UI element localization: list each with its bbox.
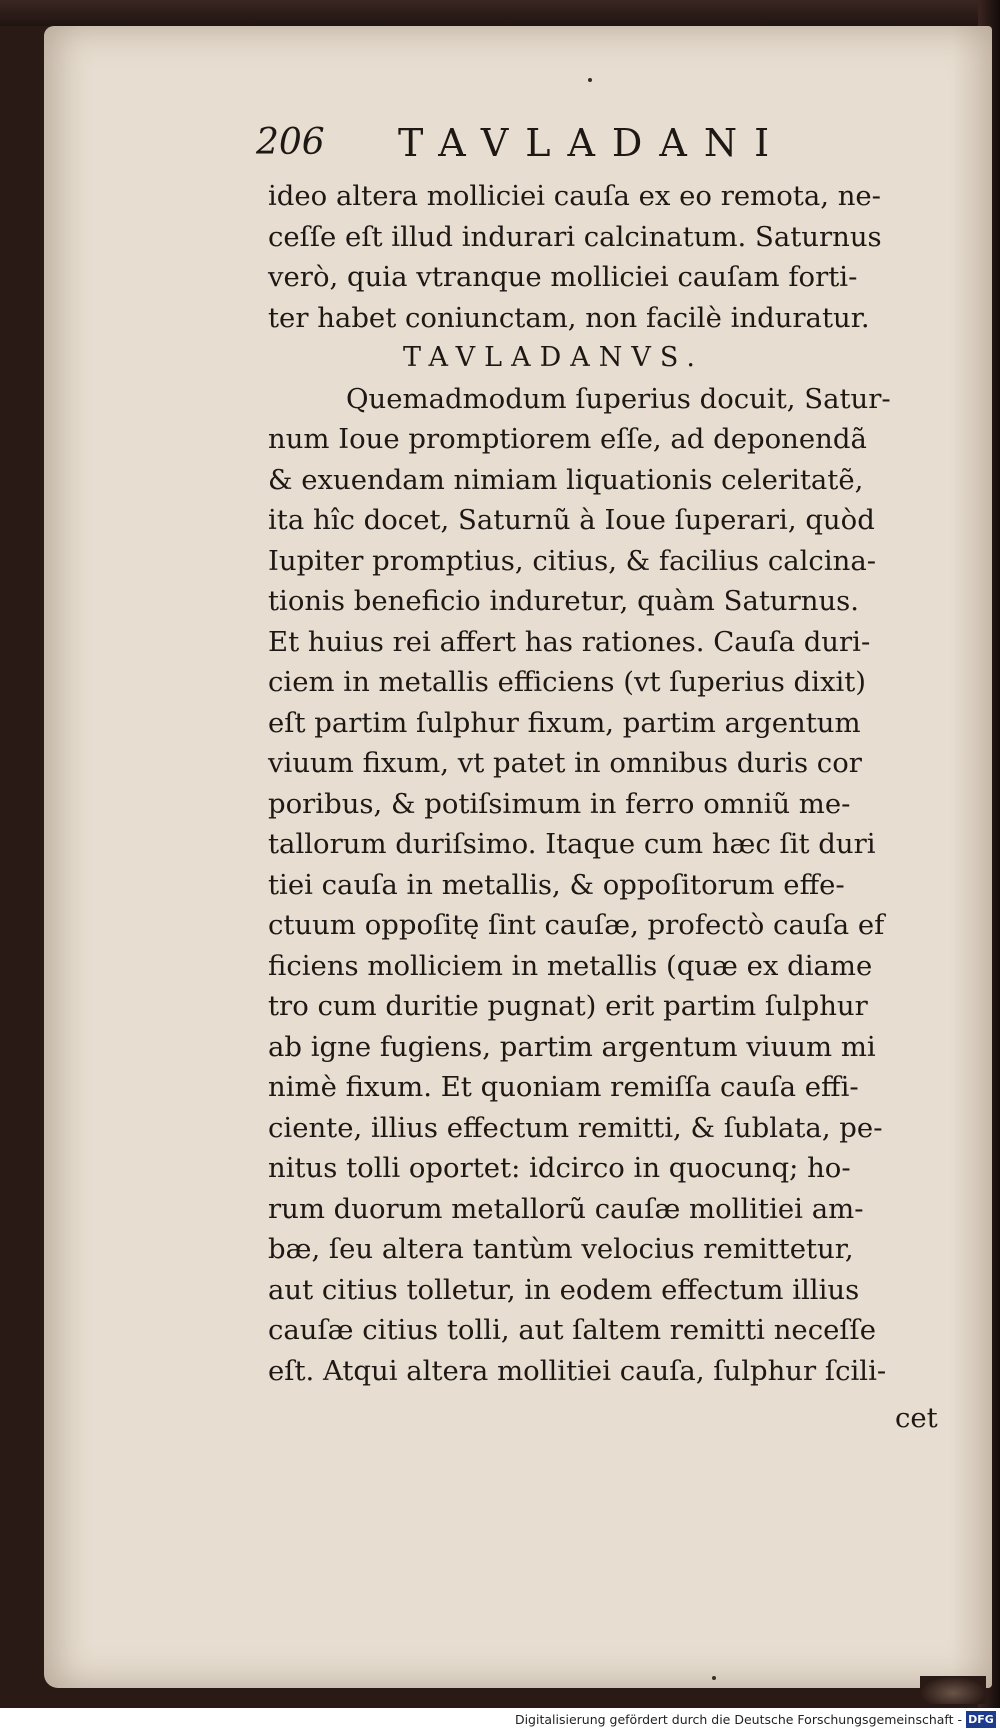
scan-top-edge bbox=[0, 0, 1000, 26]
text-line: ab igne fugiens, partim argentum viuum mi bbox=[268, 1030, 876, 1063]
text-line: ter habet coniunctam, non facilè induratur. bbox=[268, 301, 870, 334]
text-line: verò, quia vtranque molliciei cauſam forti- bbox=[268, 261, 858, 293]
catchword: cet bbox=[895, 1402, 938, 1434]
text-line: cauſæ citius tolli, aut ſaltem remitti neceſſe bbox=[268, 1314, 876, 1346]
text-line: aut citius tolletur, in eodem effectum illius bbox=[268, 1273, 860, 1306]
body-text bbox=[268, 176, 958, 1391]
text-line: eſt partim ſulphur fixum, partim argentum bbox=[268, 706, 861, 739]
text-line: nimè fixum. Et quoniam remiſſa cauſa effi- bbox=[268, 1071, 859, 1103]
page-gutter-shadow bbox=[952, 26, 992, 1688]
text-line: ceſſe eſt illud indurari calcinatum. Saturnus bbox=[268, 220, 882, 253]
text-line: nitus tolli oportet: idcirco in quocunq; ho- bbox=[268, 1152, 851, 1184]
paper-speck bbox=[588, 78, 592, 82]
footer-credit-text: Digitalisierung gefördert durch die Deutsche Forschungsgemeinschaft - bbox=[514, 1712, 962, 1727]
text-line: & exuendam nimiam liquationis celeritatẽ, bbox=[268, 463, 864, 496]
digitization-footer bbox=[0, 1708, 1000, 1732]
text-line: ita hîc docet, Saturnũ à Ioue ſuperari, quòd bbox=[268, 504, 875, 536]
text-line: ciem in metallis efficiens (vt ſuperius dixit) bbox=[268, 666, 867, 698]
paper-speck bbox=[712, 1676, 716, 1680]
text-line: rum duorum metallorũ cauſæ mollitiei am- bbox=[268, 1192, 864, 1225]
running-head bbox=[256, 118, 916, 168]
text-line: tro cum duritie pugnat) erit partim ſulphur bbox=[268, 990, 868, 1022]
text-line: tallorum duriſsimo. Itaque cum hæc ſit duri bbox=[268, 828, 876, 860]
page-number: 206 bbox=[256, 122, 325, 163]
dfg-logo: DFG bbox=[966, 1711, 996, 1728]
section-heading: TAVLADANVS. bbox=[403, 342, 704, 373]
text-line: tionis beneficio induretur, quàm Saturnus. bbox=[268, 585, 860, 617]
text-line: num Ioue promptiorem eſſe, ad deponendã bbox=[268, 423, 867, 455]
text-line: Et huius rei affert has rationes. Cauſa duri- bbox=[268, 625, 871, 658]
text-line: poribus, & potiſsimum in ferro omniũ me- bbox=[268, 787, 851, 820]
text-line: bæ, ſeu altera tantùm velocius remittetur, bbox=[268, 1233, 854, 1265]
text-line: Iupiter promptius, citius, & facilius calcina- bbox=[268, 544, 877, 577]
text-line: ciente, illius effectum remitti, & ſublata, pe- bbox=[268, 1111, 883, 1144]
text-line: ideo altera molliciei cauſa ex eo remota, ne- bbox=[268, 180, 881, 212]
text-line: ficiens molliciem in metallis (quæ ex diame bbox=[268, 949, 873, 982]
text-line: eſt. Atqui altera mollitiei cauſa, ſulphur ſcili- bbox=[268, 1354, 887, 1387]
text-line: ctuum oppoſitę ſint cauſæ, profectò cauſa ef bbox=[268, 909, 885, 941]
text-line: Quemadmodum ſuperius docuit, Satur- bbox=[346, 382, 891, 415]
text-line: tiei cauſa in metallis, & oppoſitorum effe- bbox=[268, 868, 845, 901]
page-corner-fragment bbox=[920, 1676, 986, 1704]
running-head-title: TAVLADANI bbox=[398, 121, 787, 165]
text-line: viuum fixum, vt patet in omnibus duris cor bbox=[268, 747, 862, 779]
